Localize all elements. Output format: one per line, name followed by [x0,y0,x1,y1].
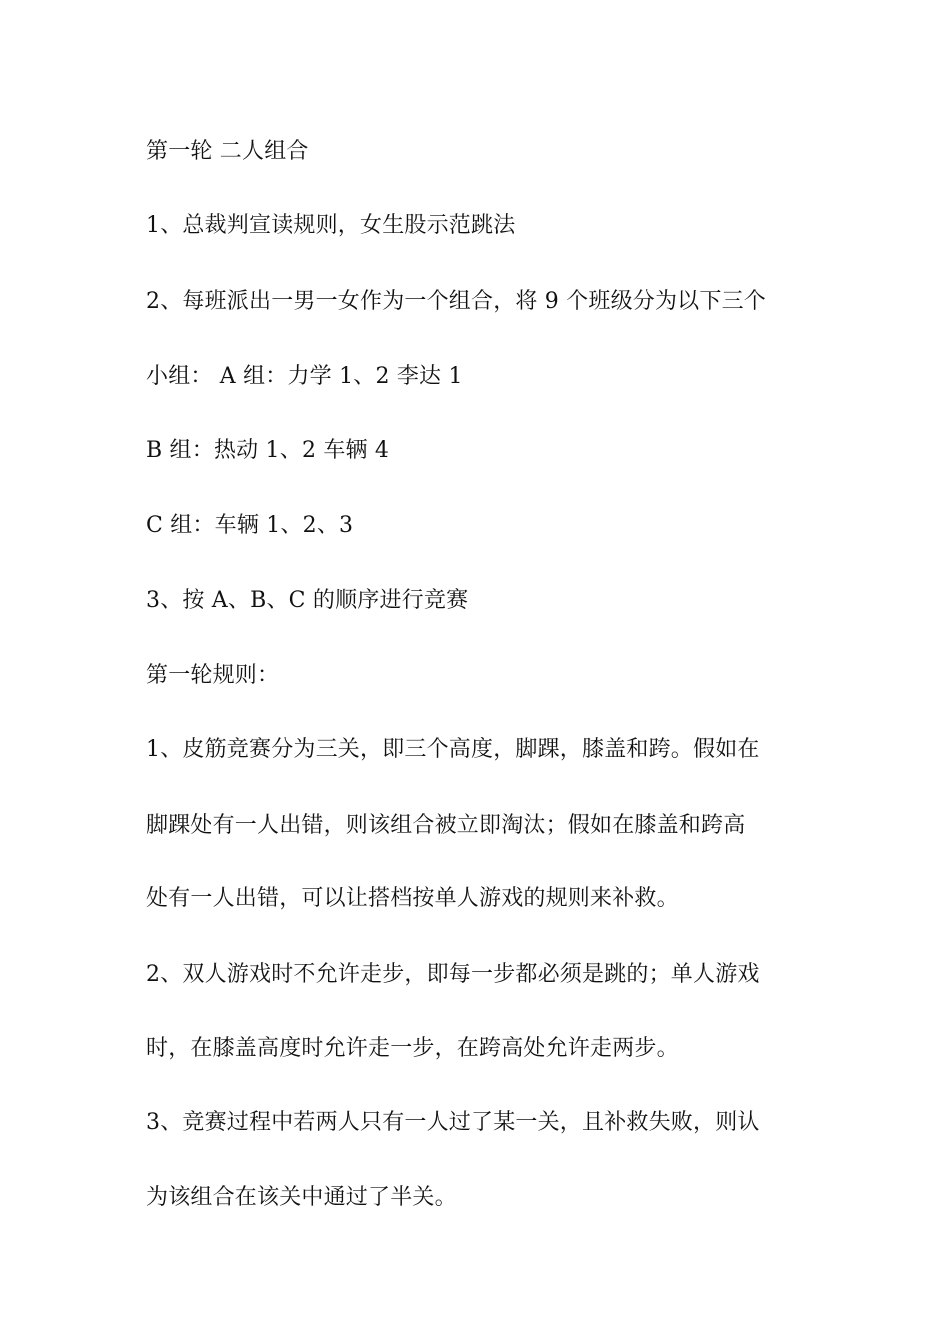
paragraph-line: B 组：热动 1、2 车辆 4 [146,438,390,463]
paragraph-line: 3、按 A、B、C 的顺序进行竞赛 [146,588,469,613]
paragraph-line: 为该组合在该关中通过了半关。 [146,1185,457,1210]
paragraph-line: 3、竞赛过程中若两人只有一人过了某一关，且补救失败，则认 [146,1110,760,1135]
paragraph-line: 处有一人出错，可以让搭档按单人游戏的规则来补救。 [146,886,679,911]
paragraph-line: C 组：车辆 1、2、3 [146,513,354,538]
section-title-rules: 第一轮规则： [146,663,280,688]
paragraph-line: 2、双人游戏时不允许走步，即每一步都必须是跳的；单人游戏 [146,962,760,987]
paragraph-line: 2、每班派出一男一女作为一个组合，将 9 个班级分为以下三个 [146,289,766,314]
paragraph-line: 1、总裁判宣读规则，女生股示范跳法 [146,213,516,238]
paragraph-line: 时，在膝盖高度时允许走一步，在跨高处允许走两步。 [146,1036,679,1061]
paragraph-line: 脚踝处有一人出错，则该组合被立即淘汰；假如在膝盖和跨高 [146,813,746,838]
paragraph-line: 1、皮筋竞赛分为三关，即三个高度，脚踝，膝盖和跨。假如在 [146,737,760,762]
paragraph-line: 小组： A 组：力学 1、2 李达 1 [146,364,463,389]
section-title-round-one: 第一轮 二人组合 [146,139,309,164]
